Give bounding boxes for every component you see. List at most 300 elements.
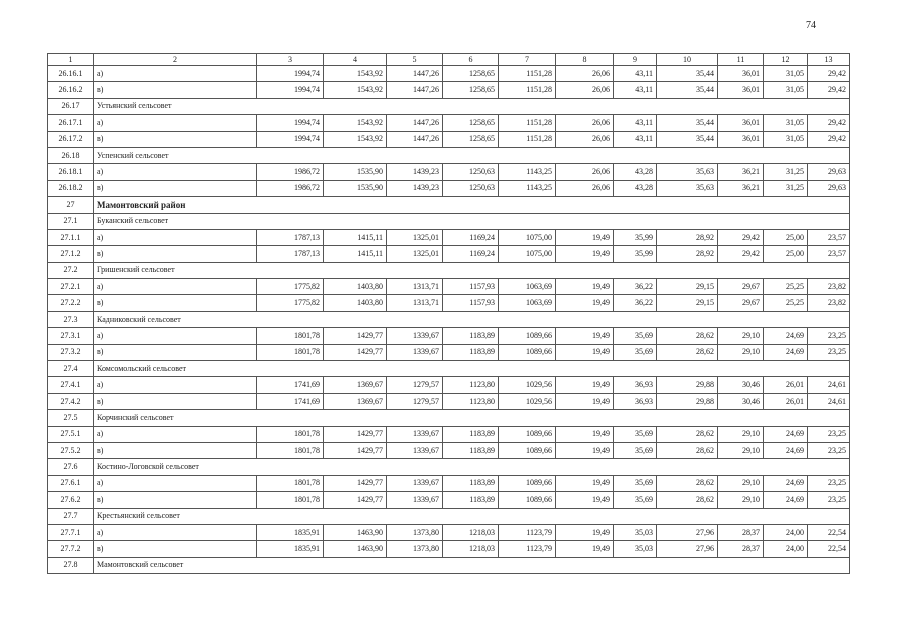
row-label: в) [94, 492, 257, 508]
value-cell-col-11: 36,01 [718, 131, 764, 147]
row-label: а) [94, 377, 257, 393]
value-cell-col-5: 1439,23 [387, 180, 443, 196]
value-cell-col-8: 19,49 [556, 475, 614, 491]
section-header-row [48, 311, 850, 327]
value-cell-col-9: 35,03 [614, 524, 657, 540]
row-label: а) [94, 229, 257, 245]
value-cell-col-11: 29,10 [718, 442, 764, 458]
row-code: 27.3.1 [48, 328, 94, 344]
value-cell-col-6: 1123,80 [443, 377, 499, 393]
column-header-13: 13 [808, 54, 850, 66]
row-code: 27.3 [48, 311, 94, 327]
district-header-row [48, 197, 850, 213]
value-cell-col-12: 24,00 [764, 541, 808, 557]
section-header-row [48, 557, 850, 573]
table-header-row [48, 54, 850, 66]
column-header-11: 11 [718, 54, 764, 66]
value-cell-col-3: 1986,72 [257, 164, 324, 180]
value-cell-col-6: 1250,63 [443, 180, 499, 196]
row-label: в) [94, 393, 257, 409]
table-row [48, 393, 850, 409]
section-header-row [48, 147, 850, 163]
value-cell-col-9: 35,69 [614, 344, 657, 360]
value-cell-col-9: 43,28 [614, 164, 657, 180]
value-cell-col-11: 30,46 [718, 393, 764, 409]
value-cell-col-11: 30,46 [718, 377, 764, 393]
row-code: 27 [48, 197, 94, 213]
value-cell-col-11: 29,10 [718, 328, 764, 344]
table-row [48, 344, 850, 360]
value-cell-col-8: 19,49 [556, 524, 614, 540]
value-cell-col-8: 26,06 [556, 82, 614, 98]
value-cell-col-9: 35,99 [614, 246, 657, 262]
value-cell-col-13: 22,54 [808, 524, 850, 540]
value-cell-col-10: 28,92 [657, 246, 718, 262]
value-cell-col-3: 1775,82 [257, 295, 324, 311]
value-cell-col-7: 1063,69 [499, 295, 556, 311]
value-cell-col-11: 29,10 [718, 426, 764, 442]
row-label: в) [94, 180, 257, 196]
value-cell-col-11: 29,67 [718, 279, 764, 295]
value-cell-col-4: 1369,67 [324, 377, 387, 393]
table-row [48, 229, 850, 245]
value-cell-col-5: 1373,80 [387, 524, 443, 540]
row-label: в) [94, 541, 257, 557]
value-cell-col-8: 19,49 [556, 246, 614, 262]
row-code: 27.1 [48, 213, 94, 229]
value-cell-col-10: 28,62 [657, 475, 718, 491]
value-cell-col-4: 1429,77 [324, 344, 387, 360]
section-header-row [48, 213, 850, 229]
value-cell-col-5: 1447,26 [387, 66, 443, 82]
value-cell-col-7: 1089,66 [499, 475, 556, 491]
value-cell-col-5: 1279,57 [387, 377, 443, 393]
table-row [48, 180, 850, 196]
column-header-9: 9 [614, 54, 657, 66]
value-cell-col-10: 29,88 [657, 377, 718, 393]
value-cell-col-3: 1994,74 [257, 66, 324, 82]
value-cell-col-12: 25,00 [764, 246, 808, 262]
value-cell-col-8: 19,49 [556, 442, 614, 458]
value-cell-col-8: 19,49 [556, 541, 614, 557]
value-cell-col-10: 28,62 [657, 442, 718, 458]
value-cell-col-5: 1339,67 [387, 328, 443, 344]
value-cell-col-4: 1463,90 [324, 524, 387, 540]
value-cell-col-9: 43,11 [614, 82, 657, 98]
value-cell-col-5: 1447,26 [387, 82, 443, 98]
value-cell-col-8: 26,06 [556, 66, 614, 82]
value-cell-col-12: 25,25 [764, 279, 808, 295]
value-cell-col-4: 1429,77 [324, 442, 387, 458]
table-row [48, 115, 850, 131]
value-cell-col-7: 1151,28 [499, 82, 556, 98]
value-cell-col-13: 23,25 [808, 442, 850, 458]
column-header-7: 7 [499, 54, 556, 66]
value-cell-col-6: 1183,89 [443, 492, 499, 508]
value-cell-col-12: 24,69 [764, 328, 808, 344]
value-cell-col-6: 1258,65 [443, 131, 499, 147]
column-header-1: 1 [48, 54, 94, 66]
value-cell-col-13: 23,25 [808, 426, 850, 442]
value-cell-col-13: 23,25 [808, 328, 850, 344]
value-cell-col-11: 36,01 [718, 66, 764, 82]
value-cell-col-9: 36,93 [614, 393, 657, 409]
row-label: а) [94, 475, 257, 491]
value-cell-col-12: 26,01 [764, 377, 808, 393]
value-cell-col-11: 29,42 [718, 246, 764, 262]
value-cell-col-11: 29,67 [718, 295, 764, 311]
page-number: 74 [806, 20, 816, 31]
value-cell-col-9: 36,93 [614, 377, 657, 393]
value-cell-col-4: 1415,11 [324, 246, 387, 262]
row-label: а) [94, 164, 257, 180]
row-code: 27.6.1 [48, 475, 94, 491]
value-cell-col-12: 31,05 [764, 115, 808, 131]
value-cell-col-7: 1089,66 [499, 328, 556, 344]
row-code: 27.7.1 [48, 524, 94, 540]
value-cell-col-11: 29,42 [718, 229, 764, 245]
value-cell-col-10: 27,96 [657, 541, 718, 557]
value-cell-col-4: 1543,92 [324, 82, 387, 98]
section-header-row [48, 361, 850, 377]
value-cell-col-3: 1994,74 [257, 82, 324, 98]
row-code: 27.4.2 [48, 393, 94, 409]
value-cell-col-10: 35,44 [657, 82, 718, 98]
value-cell-col-5: 1313,71 [387, 295, 443, 311]
section-header-row [48, 262, 850, 278]
row-code: 27.2.1 [48, 279, 94, 295]
value-cell-col-3: 1801,78 [257, 344, 324, 360]
row-label: в) [94, 246, 257, 262]
value-cell-col-7: 1063,69 [499, 279, 556, 295]
value-cell-col-13: 23,25 [808, 475, 850, 491]
row-code: 27.2 [48, 262, 94, 278]
value-cell-col-7: 1089,66 [499, 442, 556, 458]
value-cell-col-9: 35,69 [614, 492, 657, 508]
table-row [48, 426, 850, 442]
value-cell-col-8: 26,06 [556, 180, 614, 196]
value-cell-col-10: 27,96 [657, 524, 718, 540]
row-code: 26.17 [48, 98, 94, 114]
value-cell-col-9: 35,03 [614, 541, 657, 557]
value-cell-col-4: 1463,90 [324, 541, 387, 557]
value-cell-col-5: 1373,80 [387, 541, 443, 557]
column-header-2: 2 [94, 54, 257, 66]
value-cell-col-5: 1339,67 [387, 475, 443, 491]
value-cell-col-9: 35,69 [614, 475, 657, 491]
value-cell-col-9: 43,11 [614, 115, 657, 131]
section-header-row [48, 410, 850, 426]
value-cell-col-7: 1151,28 [499, 115, 556, 131]
table-row [48, 492, 850, 508]
row-code: 27.4 [48, 361, 94, 377]
column-header-4: 4 [324, 54, 387, 66]
value-cell-col-7: 1029,56 [499, 393, 556, 409]
value-cell-col-12: 26,01 [764, 393, 808, 409]
value-cell-col-12: 24,69 [764, 426, 808, 442]
row-code: 26.18.2 [48, 180, 94, 196]
value-cell-col-6: 1250,63 [443, 164, 499, 180]
value-cell-col-5: 1339,67 [387, 344, 443, 360]
value-cell-col-12: 31,25 [764, 164, 808, 180]
value-cell-col-9: 43,11 [614, 131, 657, 147]
value-cell-col-6: 1218,03 [443, 541, 499, 557]
value-cell-col-9: 43,28 [614, 180, 657, 196]
value-cell-col-4: 1403,80 [324, 279, 387, 295]
table-row [48, 442, 850, 458]
row-code: 27.5.1 [48, 426, 94, 442]
row-label: в) [94, 131, 257, 147]
table-row [48, 82, 850, 98]
value-cell-col-6: 1183,89 [443, 442, 499, 458]
value-cell-col-5: 1279,57 [387, 393, 443, 409]
value-cell-col-12: 24,69 [764, 344, 808, 360]
value-cell-col-3: 1787,13 [257, 246, 324, 262]
table-row [48, 164, 850, 180]
value-cell-col-6: 1169,24 [443, 246, 499, 262]
value-cell-col-9: 35,69 [614, 442, 657, 458]
value-cell-col-3: 1994,74 [257, 131, 324, 147]
value-cell-col-6: 1157,93 [443, 279, 499, 295]
value-cell-col-3: 1775,82 [257, 279, 324, 295]
value-cell-col-6: 1183,89 [443, 426, 499, 442]
value-cell-col-12: 31,05 [764, 66, 808, 82]
value-cell-col-4: 1369,67 [324, 393, 387, 409]
section-title: Мамонтовский район [94, 197, 850, 213]
value-cell-col-10: 35,63 [657, 180, 718, 196]
value-cell-col-3: 1787,13 [257, 229, 324, 245]
value-cell-col-13: 24,61 [808, 377, 850, 393]
value-cell-col-8: 19,49 [556, 279, 614, 295]
value-cell-col-11: 36,21 [718, 164, 764, 180]
section-title: Устьянский сельсовет [94, 98, 850, 114]
tariff-table-container [47, 53, 849, 574]
value-cell-col-13: 24,61 [808, 393, 850, 409]
value-cell-col-13: 29,42 [808, 82, 850, 98]
value-cell-col-10: 35,44 [657, 66, 718, 82]
value-cell-col-3: 1801,78 [257, 328, 324, 344]
row-code: 27.3.2 [48, 344, 94, 360]
value-cell-col-9: 35,99 [614, 229, 657, 245]
table-row [48, 246, 850, 262]
value-cell-col-5: 1439,23 [387, 164, 443, 180]
value-cell-col-10: 29,15 [657, 295, 718, 311]
value-cell-col-11: 36,01 [718, 82, 764, 98]
row-code: 27.5.2 [48, 442, 94, 458]
table-row [48, 541, 850, 557]
value-cell-col-7: 1075,00 [499, 229, 556, 245]
value-cell-col-5: 1325,01 [387, 246, 443, 262]
section-header-row [48, 508, 850, 524]
value-cell-col-13: 29,42 [808, 131, 850, 147]
value-cell-col-13: 29,63 [808, 164, 850, 180]
value-cell-col-8: 26,06 [556, 115, 614, 131]
value-cell-col-6: 1258,65 [443, 82, 499, 98]
value-cell-col-4: 1429,77 [324, 492, 387, 508]
row-label: в) [94, 295, 257, 311]
value-cell-col-12: 31,05 [764, 131, 808, 147]
row-code: 27.6.2 [48, 492, 94, 508]
value-cell-col-11: 29,10 [718, 344, 764, 360]
value-cell-col-7: 1143,25 [499, 164, 556, 180]
value-cell-col-8: 19,49 [556, 426, 614, 442]
value-cell-col-4: 1535,90 [324, 180, 387, 196]
value-cell-col-5: 1325,01 [387, 229, 443, 245]
row-label: а) [94, 328, 257, 344]
row-code: 27.7.2 [48, 541, 94, 557]
value-cell-col-5: 1339,67 [387, 492, 443, 508]
value-cell-col-13: 23,82 [808, 279, 850, 295]
value-cell-col-6: 1183,89 [443, 344, 499, 360]
value-cell-col-7: 1089,66 [499, 492, 556, 508]
value-cell-col-3: 1741,69 [257, 377, 324, 393]
value-cell-col-9: 36,22 [614, 295, 657, 311]
value-cell-col-6: 1183,89 [443, 475, 499, 491]
row-code: 27.6 [48, 459, 94, 475]
value-cell-col-13: 23,57 [808, 229, 850, 245]
row-label: в) [94, 442, 257, 458]
value-cell-col-4: 1429,77 [324, 475, 387, 491]
column-header-3: 3 [257, 54, 324, 66]
row-code: 26.17.1 [48, 115, 94, 131]
row-code: 26.18 [48, 147, 94, 163]
value-cell-col-4: 1543,92 [324, 131, 387, 147]
row-code: 27.1.1 [48, 229, 94, 245]
table-row [48, 328, 850, 344]
value-cell-col-7: 1029,56 [499, 377, 556, 393]
section-title: Успенский сельсовет [94, 147, 850, 163]
section-title: Мамонтовский сельсовет [94, 557, 850, 573]
value-cell-col-4: 1543,92 [324, 115, 387, 131]
value-cell-col-4: 1535,90 [324, 164, 387, 180]
value-cell-col-6: 1258,65 [443, 115, 499, 131]
value-cell-col-8: 19,49 [556, 328, 614, 344]
column-header-12: 12 [764, 54, 808, 66]
value-cell-col-5: 1313,71 [387, 279, 443, 295]
value-cell-col-6: 1169,24 [443, 229, 499, 245]
value-cell-col-10: 29,88 [657, 393, 718, 409]
value-cell-col-12: 24,00 [764, 524, 808, 540]
value-cell-col-4: 1543,92 [324, 66, 387, 82]
value-cell-col-7: 1089,66 [499, 344, 556, 360]
row-code: 27.4.1 [48, 377, 94, 393]
value-cell-col-13: 29,42 [808, 115, 850, 131]
value-cell-col-5: 1447,26 [387, 115, 443, 131]
table-row [48, 66, 850, 82]
value-cell-col-7: 1151,28 [499, 131, 556, 147]
value-cell-col-12: 31,25 [764, 180, 808, 196]
value-cell-col-7: 1123,79 [499, 541, 556, 557]
section-title: Гришенский сельсовет [94, 262, 850, 278]
value-cell-col-5: 1339,67 [387, 426, 443, 442]
row-label: в) [94, 82, 257, 98]
value-cell-col-10: 28,62 [657, 344, 718, 360]
value-cell-col-3: 1801,78 [257, 492, 324, 508]
table-row [48, 279, 850, 295]
value-cell-col-3: 1801,78 [257, 426, 324, 442]
column-header-8: 8 [556, 54, 614, 66]
value-cell-col-8: 19,49 [556, 393, 614, 409]
value-cell-col-12: 25,25 [764, 295, 808, 311]
value-cell-col-7: 1075,00 [499, 246, 556, 262]
value-cell-col-11: 29,10 [718, 475, 764, 491]
row-code: 26.16.2 [48, 82, 94, 98]
value-cell-col-10: 28,92 [657, 229, 718, 245]
row-label: а) [94, 115, 257, 131]
table-row [48, 524, 850, 540]
value-cell-col-10: 35,44 [657, 131, 718, 147]
value-cell-col-9: 35,69 [614, 426, 657, 442]
value-cell-col-6: 1218,03 [443, 524, 499, 540]
column-header-10: 10 [657, 54, 718, 66]
section-title: Буканский сельсовет [94, 213, 850, 229]
table-row [48, 295, 850, 311]
value-cell-col-7: 1089,66 [499, 426, 556, 442]
value-cell-col-6: 1157,93 [443, 295, 499, 311]
value-cell-col-13: 23,57 [808, 246, 850, 262]
value-cell-col-3: 1801,78 [257, 442, 324, 458]
row-code: 26.16.1 [48, 66, 94, 82]
column-header-6: 6 [443, 54, 499, 66]
value-cell-col-5: 1447,26 [387, 131, 443, 147]
value-cell-col-6: 1123,80 [443, 393, 499, 409]
value-cell-col-11: 29,10 [718, 492, 764, 508]
value-cell-col-5: 1339,67 [387, 442, 443, 458]
section-title: Комсомольский сельсовет [94, 361, 850, 377]
value-cell-col-8: 19,49 [556, 377, 614, 393]
value-cell-col-8: 19,49 [556, 492, 614, 508]
section-title: Костино-Логовской сельсовет [94, 459, 850, 475]
value-cell-col-3: 1741,69 [257, 393, 324, 409]
value-cell-col-10: 29,15 [657, 279, 718, 295]
value-cell-col-6: 1258,65 [443, 66, 499, 82]
value-cell-col-11: 28,37 [718, 524, 764, 540]
value-cell-col-11: 36,21 [718, 180, 764, 196]
row-code: 27.7 [48, 508, 94, 524]
value-cell-col-11: 36,01 [718, 115, 764, 131]
value-cell-col-9: 36,22 [614, 279, 657, 295]
row-code: 26.18.1 [48, 164, 94, 180]
value-cell-col-12: 24,69 [764, 442, 808, 458]
tariff-table [47, 53, 850, 574]
row-label: а) [94, 524, 257, 540]
value-cell-col-4: 1429,77 [324, 426, 387, 442]
value-cell-col-7: 1123,79 [499, 524, 556, 540]
row-code: 27.1.2 [48, 246, 94, 262]
row-code: 27.8 [48, 557, 94, 573]
value-cell-col-10: 28,62 [657, 328, 718, 344]
value-cell-col-9: 35,69 [614, 328, 657, 344]
value-cell-col-3: 1994,74 [257, 115, 324, 131]
row-code: 27.2.2 [48, 295, 94, 311]
row-code: 26.17.2 [48, 131, 94, 147]
value-cell-col-10: 28,62 [657, 426, 718, 442]
value-cell-col-6: 1183,89 [443, 328, 499, 344]
table-body [48, 66, 850, 574]
table-row [48, 377, 850, 393]
value-cell-col-8: 19,49 [556, 229, 614, 245]
value-cell-col-3: 1986,72 [257, 180, 324, 196]
value-cell-col-4: 1403,80 [324, 295, 387, 311]
value-cell-col-9: 43,11 [614, 66, 657, 82]
value-cell-col-12: 24,69 [764, 492, 808, 508]
value-cell-col-13: 29,63 [808, 180, 850, 196]
value-cell-col-10: 28,62 [657, 492, 718, 508]
value-cell-col-8: 19,49 [556, 344, 614, 360]
section-title: Кадниковский сельсовет [94, 311, 850, 327]
value-cell-col-12: 25,00 [764, 229, 808, 245]
value-cell-col-10: 35,44 [657, 115, 718, 131]
